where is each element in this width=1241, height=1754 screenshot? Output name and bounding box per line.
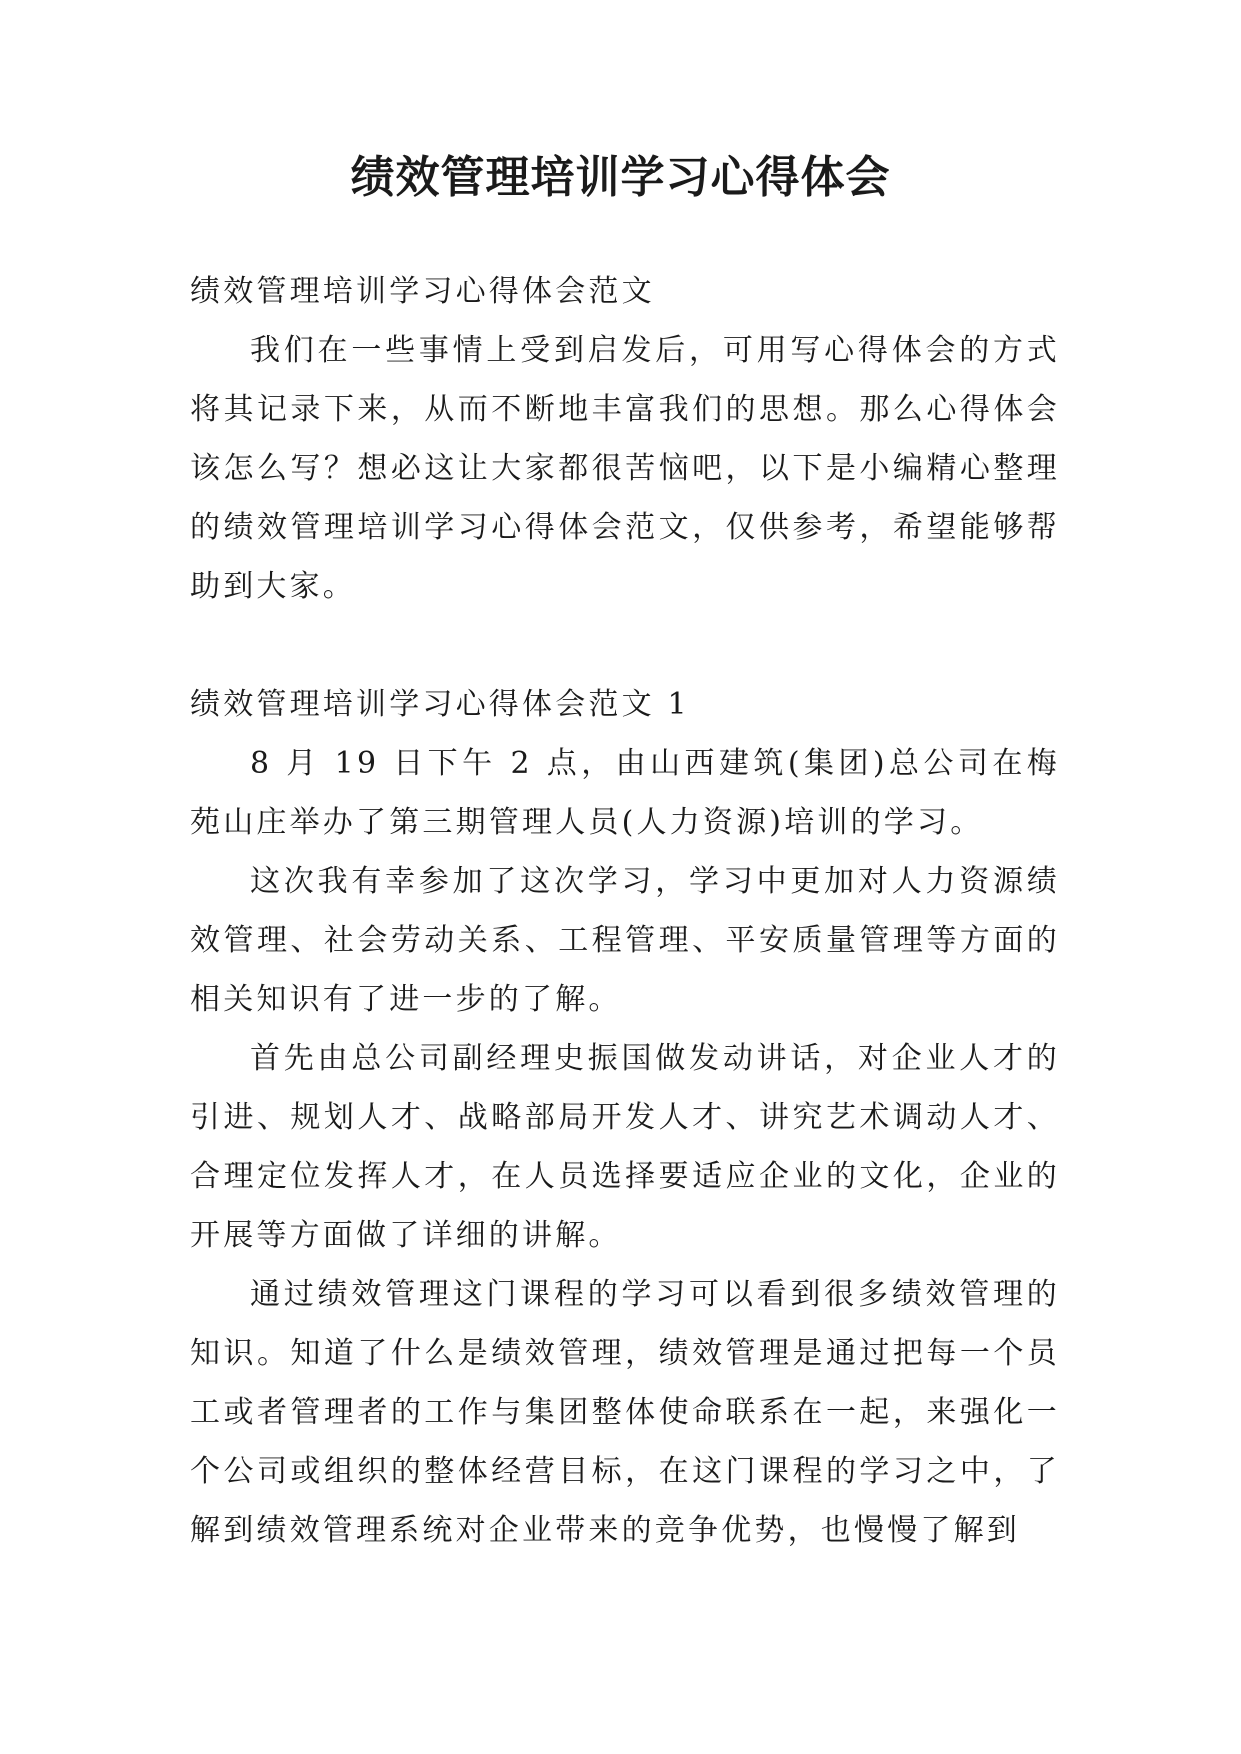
intro-paragraph: 我们在一些事情上受到启发后，可用写心得体会的方式将其记录下来，从而不断地丰富我们的思想。那么心得体会该怎么写？想必这让大家都很苦恼吧，以下是小编精心整理的绩效管理培训学习心得体会范文，仅供参考，希望能够帮助到大家。 bbox=[190, 333, 1060, 604]
document-body bbox=[190, 262, 1060, 1560]
document-title: 绩效管理培训学习心得体会 bbox=[350, 152, 891, 203]
essay-heading: 绩效管理培训学习心得体会范文 1 bbox=[190, 687, 690, 722]
body-paragraph: 这次我有幸参加了这次学习，学习中更加对人力资源绩效管理、社会劳动关系、工程管理、平安质量管理等方面的相关知识有了进一步的了解。 bbox=[190, 864, 1060, 1017]
paragraph-spacer bbox=[190, 616, 1060, 675]
body-paragraph: 首先由总公司副经理史振国做发动讲话，对企业人才的引进、规划人才、战略部局开发人才、讲究艺术调动人才、合理定位发挥人才，在人员选择要适应企业的文化，企业的开展等方面做了详细的讲解。 bbox=[190, 1041, 1060, 1253]
body-paragraph: 通过绩效管理这门课程的学习可以看到很多绩效管理的知识。知道了什么是绩效管理，绩效管理是通过把每一个员工或者管理者的工作与集团整体使命联系在一起，来强化一个公司或组织的整体经营目标，在这门课程的学习之中，了解到绩效管理系统对企业带来的竞争优势，也慢慢了解到 bbox=[190, 1277, 1060, 1548]
section-heading: 绩效管理培训学习心得体会范文 bbox=[190, 274, 655, 309]
body-paragraph: 8 月 19 日下午 2 点，由山西建筑(集团)总公司在梅苑山庄举办了第三期管理人员(人力资源)培训的学习。 bbox=[190, 746, 1060, 840]
